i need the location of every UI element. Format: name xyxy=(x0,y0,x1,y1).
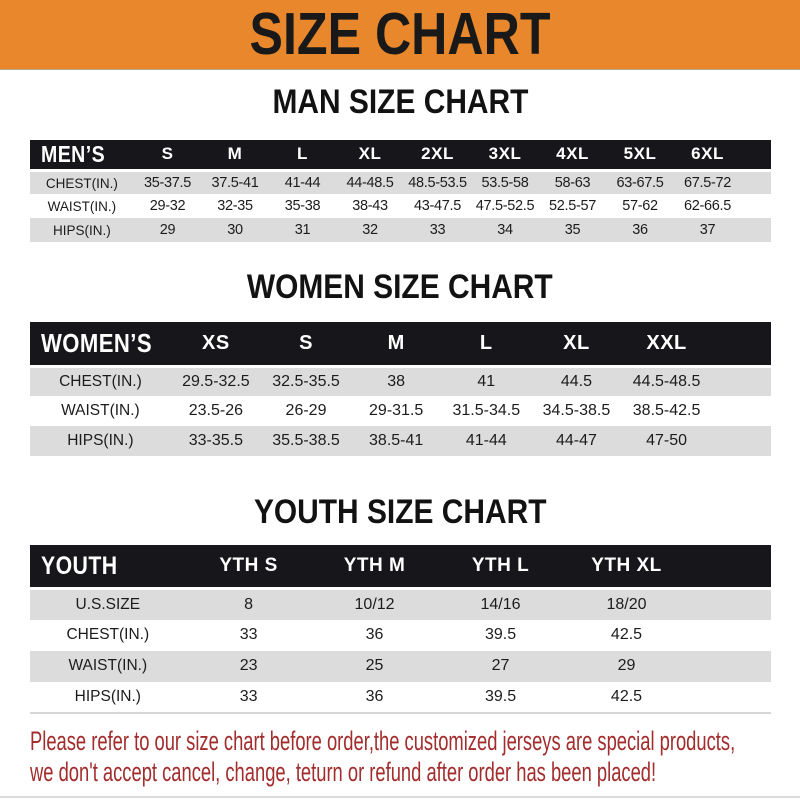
value-cell: 29-32 xyxy=(149,198,186,215)
value-cell: 23.5-26 xyxy=(188,402,243,420)
disclaimer-line-1 xyxy=(30,726,800,757)
table-title: MEN’S xyxy=(41,140,106,167)
table-title: YOUTH xyxy=(41,551,118,580)
value-cell: 44.5 xyxy=(560,372,592,390)
title-banner xyxy=(0,0,800,70)
column-header: M xyxy=(351,322,441,366)
value-cell: 29-31.5 xyxy=(369,402,424,420)
spacer-cell xyxy=(689,589,771,620)
table-row xyxy=(30,366,771,396)
disclaimer xyxy=(0,726,800,788)
value-cell: 34 xyxy=(497,222,513,239)
value-cell: 42.5 xyxy=(610,626,643,644)
value-cell: 38.5-41 xyxy=(369,432,424,450)
spacer-cell xyxy=(712,396,771,426)
column-header: S xyxy=(134,140,202,171)
value-cell: 47-50 xyxy=(646,432,688,450)
youth-section-heading xyxy=(0,492,800,533)
value-cell: 36 xyxy=(365,626,384,644)
disclaimer-line-1-text: Please refer to our size chart before order,the customized jerseys are special products, xyxy=(30,725,736,756)
row-label: U.S.SIZE xyxy=(75,596,141,614)
value-cell: 44-47 xyxy=(555,432,597,450)
value-cell: 41 xyxy=(477,372,496,390)
spacer-cell xyxy=(712,426,771,456)
value-cell: 44.5-48.5 xyxy=(632,372,701,390)
value-cell: 23 xyxy=(239,657,258,675)
value-cell: 14/16 xyxy=(480,596,521,614)
spacer-cell xyxy=(689,651,771,682)
youth-section-heading-text: YOUTH SIZE CHART xyxy=(253,493,547,532)
value-cell: 35 xyxy=(564,222,581,239)
value-cell: 38.5-42.5 xyxy=(632,402,701,420)
value-cell: 27 xyxy=(491,657,510,675)
youth-size-table xyxy=(30,545,771,714)
row-label: CHEST(IN.) xyxy=(45,175,118,191)
value-cell: 58-63 xyxy=(554,175,591,192)
table-row xyxy=(30,170,771,194)
row-label: WAIST(IN.) xyxy=(47,198,117,214)
column-header: 6XL xyxy=(674,140,742,171)
column-header: 2XL xyxy=(404,140,472,171)
value-cell: 31 xyxy=(294,222,311,239)
value-cell: 35-38 xyxy=(284,198,321,215)
column-header: 5XL xyxy=(606,140,674,171)
man-section-heading xyxy=(0,82,800,123)
table-header-row xyxy=(30,140,771,171)
value-cell: 57-62 xyxy=(622,198,658,215)
man-size-section xyxy=(0,82,800,242)
men-size-table xyxy=(30,140,771,243)
value-cell: 52.5-57 xyxy=(548,198,597,215)
column-header: YTH M xyxy=(312,545,438,589)
value-cell: 33 xyxy=(239,687,258,705)
value-cell: 29.5-32.5 xyxy=(182,372,250,390)
value-cell: 32 xyxy=(362,222,378,239)
value-cell: 30 xyxy=(227,222,243,239)
man-section-heading-text: MAN SIZE CHART xyxy=(272,83,528,121)
value-cell: 42.5 xyxy=(610,687,643,705)
value-cell: 53.5-58 xyxy=(481,175,529,192)
value-cell: 35-37.5 xyxy=(143,175,192,192)
value-cell: 63-67.5 xyxy=(616,175,664,192)
value-cell: 31.5-34.5 xyxy=(452,402,521,420)
women-section-heading xyxy=(0,267,800,308)
spacer-cell xyxy=(741,170,771,194)
value-cell: 33 xyxy=(239,626,258,644)
women-size-section xyxy=(0,267,800,456)
spacer-cell xyxy=(712,366,771,396)
table-title: WOMEN’S xyxy=(41,327,153,358)
spacer-cell xyxy=(689,620,771,651)
value-cell: 44-48.5 xyxy=(346,175,394,192)
table-row xyxy=(30,682,771,713)
value-cell: 34.5-38.5 xyxy=(542,402,611,420)
table-row xyxy=(30,620,771,651)
column-header: YTH S xyxy=(186,545,312,589)
value-cell: 38 xyxy=(387,372,406,390)
value-cell: 29 xyxy=(617,657,636,675)
youth-size-section xyxy=(0,492,800,714)
value-cell: 62-66.5 xyxy=(683,198,732,215)
table-row xyxy=(30,396,771,426)
spacer-cell xyxy=(712,322,771,366)
value-cell: 38-43 xyxy=(352,198,388,215)
value-cell: 33-35.5 xyxy=(188,432,243,450)
value-cell: 25 xyxy=(365,657,384,675)
column-header: 3XL xyxy=(471,140,539,171)
column-header: L xyxy=(269,140,337,171)
value-cell: 47.5-52.5 xyxy=(475,198,535,215)
table-row xyxy=(30,589,771,620)
value-cell: 48.5-53.5 xyxy=(408,175,467,192)
column-header: XS xyxy=(171,322,261,366)
value-cell: 39.5 xyxy=(484,687,517,705)
value-cell: 29 xyxy=(159,222,176,239)
women-section-heading-text: WOMEN SIZE CHART xyxy=(247,268,553,307)
value-cell: 32-35 xyxy=(217,198,253,215)
row-label: CHEST(IN.) xyxy=(66,626,150,644)
disclaimer-line-2 xyxy=(30,757,800,788)
row-label: HIPS(IN.) xyxy=(52,222,111,238)
value-cell: 8 xyxy=(244,596,254,614)
value-cell: 43-47.5 xyxy=(413,198,462,215)
table-header-row xyxy=(30,322,771,366)
row-label: CHEST(IN.) xyxy=(59,372,142,390)
table-title-cell xyxy=(30,140,134,171)
column-header: M xyxy=(201,140,269,171)
column-header: XL xyxy=(531,322,621,366)
value-cell: 18/20 xyxy=(606,596,647,614)
table-title-cell xyxy=(30,545,186,589)
column-header: L xyxy=(441,322,531,366)
value-cell: 39.5 xyxy=(484,626,517,644)
row-label: HIPS(IN.) xyxy=(74,687,141,705)
value-cell: 41-44 xyxy=(465,432,507,450)
value-cell: 32.5-35.5 xyxy=(272,372,340,390)
spacer-cell xyxy=(741,218,771,242)
table-row xyxy=(30,426,771,456)
table-row xyxy=(30,651,771,682)
row-label: HIPS(IN.) xyxy=(67,432,134,450)
value-cell: 35.5-38.5 xyxy=(272,432,340,450)
value-cell: 37 xyxy=(699,222,716,239)
disclaimer-line-2-text: we don't accept cancel, change, teturn or refund after order has been placed! xyxy=(30,756,657,787)
spacer-cell xyxy=(741,140,771,171)
spacer-cell xyxy=(689,545,771,589)
column-header: 4XL xyxy=(539,140,607,171)
women-size-table xyxy=(30,322,771,456)
column-header: S xyxy=(261,322,351,366)
table-row xyxy=(30,218,771,242)
row-label: WAIST(IN.) xyxy=(61,402,140,420)
value-cell: 26-29 xyxy=(285,402,327,420)
value-cell: 36 xyxy=(365,687,384,705)
row-label: WAIST(IN.) xyxy=(68,657,148,675)
bottom-divider xyxy=(0,796,800,798)
value-cell: 67.5-72 xyxy=(683,175,732,192)
value-cell: 33 xyxy=(429,222,446,239)
spacer-cell xyxy=(741,194,771,218)
value-cell: 37.5-41 xyxy=(211,175,259,192)
column-header: YTH L xyxy=(438,545,564,589)
column-header: YTH XL xyxy=(564,545,690,589)
column-header: XXL xyxy=(622,322,712,366)
page-title: SIZE CHART xyxy=(249,1,551,67)
value-cell: 10/12 xyxy=(354,596,395,614)
table-title-cell xyxy=(30,322,171,366)
table-header-row xyxy=(30,545,771,589)
table-row xyxy=(30,194,771,218)
value-cell: 41-44 xyxy=(284,175,321,192)
column-header: XL xyxy=(336,140,404,171)
spacer-cell xyxy=(689,682,771,713)
value-cell: 36 xyxy=(632,222,648,239)
